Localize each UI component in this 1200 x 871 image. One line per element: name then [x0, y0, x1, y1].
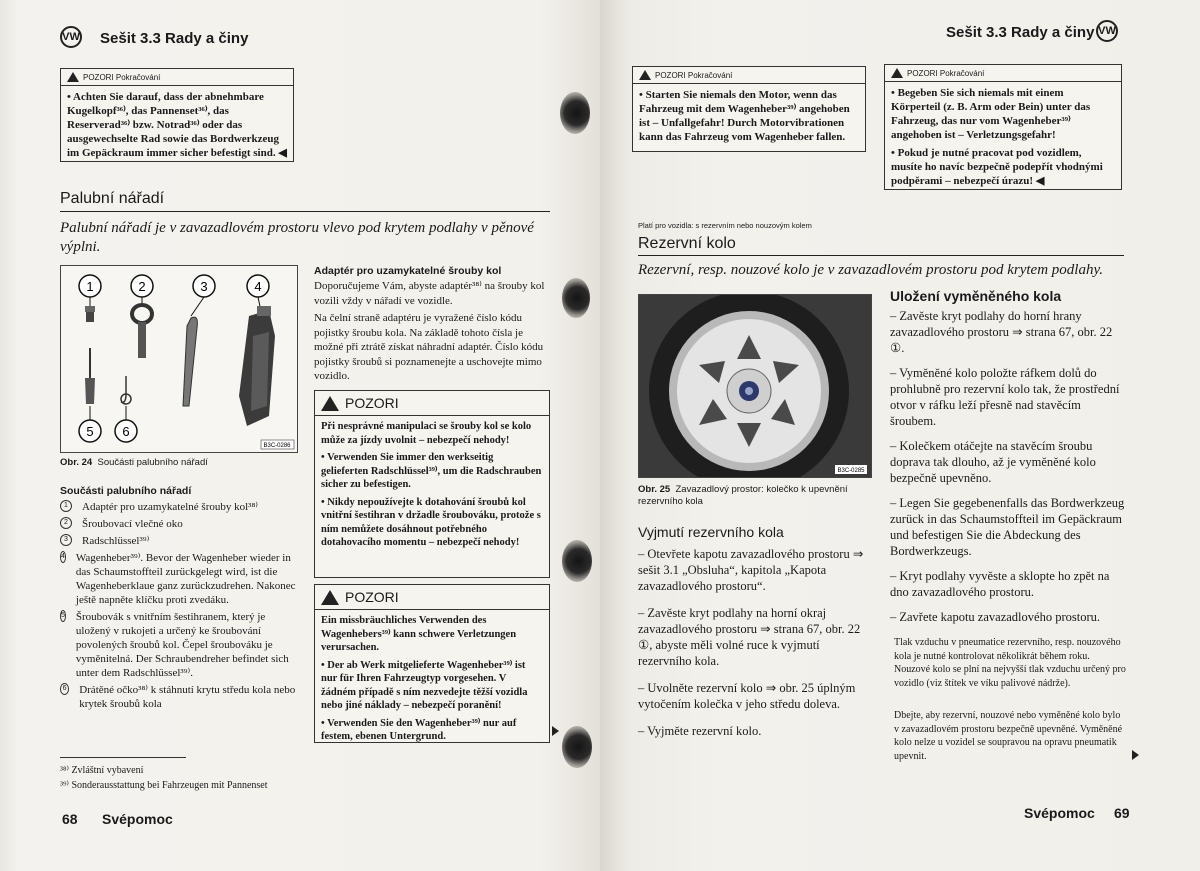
adapter-p1: Doporučujeme Vám, abyste adaptér³⁸⁾ na šrouby kol vozili vždy v nářadí ve vozidle.	[314, 280, 545, 307]
warning-paragraph: • Der ab Werk mitgelieferte Wagenheber³⁹⁾ ist nur für Ihren Fahrzeugtyp vorgesehen. V žádném případě s ním nezvedejte těžší vozidla nebo jiné náklady – nebezpečí poranění!	[321, 659, 528, 711]
figure-caption	[638, 484, 870, 508]
vw-logo-icon: VW	[1096, 20, 1118, 42]
warning-paragraph: Při nesprávné manipulaci se šrouby kol se kolo může za jízdy uvolnit – nebezpečí nehody!	[321, 421, 532, 446]
warning-text: • Starten Sie niemals den Motor, wenn das Fahrzeug mit dem Wagenheber³⁹⁾ angehoben ist – Unfallgefahr! Durch Motorvibrationen kann das Fahrzeug vom Wagenheber fallen.	[639, 89, 850, 143]
continue-arrow-icon	[1132, 750, 1139, 760]
warning-body	[315, 416, 549, 558]
figure-caption-label: Obr. 24	[60, 457, 93, 468]
adapter-title: Adaptér pro uzamykatelné šrouby kol	[314, 265, 502, 277]
list-item: – Vyjměte rezervní kolo.	[638, 724, 762, 738]
binding-hole	[560, 92, 590, 134]
footnote-2: ³⁹⁾ Sonderausstattung bei Fahrzeugen mit Pannenset	[60, 780, 268, 791]
warning-title: POZORI	[345, 395, 399, 411]
list-item: – Kolečkem otáčejte na stavěcím šroubu doprava tak dlouho, až je vyměněné kolo bezpečně upevněno.	[890, 439, 1096, 485]
list-item: 2 Šroubovací vlečné oko	[60, 517, 296, 531]
section-title: Rezervní kolo	[638, 235, 736, 252]
binding-hole	[562, 278, 590, 318]
warning-triangle-icon	[891, 68, 903, 78]
figure-caption	[60, 457, 296, 469]
page-number: 69	[1114, 805, 1130, 821]
list-item: 1 Adaptér pro uzamykatelné šrouby kol³⁸⁾	[60, 500, 296, 514]
list-item: 6 Drátěné očko³⁸⁾ k stáhnutí krytu středu kola nebo krytek šroubů kola	[60, 683, 296, 711]
fig-label-5: 5	[86, 424, 94, 439]
warning-box-a	[632, 66, 866, 152]
list-item: – Vyměněné kolo položte ráfkem dolů do prohlubně pro rezervní kolo tak, že prostřední otvor v ráfku leží přesně nad stavěcím šroubem.	[890, 366, 1120, 428]
fig-label-2: 2	[138, 279, 146, 294]
note-2: Dbejte, aby rezervní, nouzové nebo vyměněné kolo bylo v zavazadlovém prostoru bezpečně upevněné. Vyměněné kolo nelze u vozidel se soupravou na opravu pneumatik upevnit.	[894, 710, 1123, 762]
warning-bar	[885, 65, 1121, 82]
top-warning-box	[60, 68, 294, 162]
figure-caption-text: Součásti palubního nářadí	[97, 457, 208, 468]
parts-list	[60, 500, 296, 714]
warning-triangle-icon	[321, 590, 339, 605]
warning-paragraph: • Verwenden Sie immer den werkseitig gelieferten Radschlüssel³⁹⁾, um die Radschrauben sicher zu befestigen.	[321, 452, 542, 490]
warning-paragraph: • Pokud je nutné pracovat pod vozidlem, musíte ho navíc bezpečně podepřít vhodnými podpěrami – nebezpečí úrazu! ◀	[891, 147, 1103, 187]
warning-header	[315, 585, 549, 610]
warning-title: POZORI	[345, 589, 399, 605]
binding-hole	[562, 726, 592, 768]
tools-figure	[60, 265, 298, 453]
remove-steps	[638, 546, 874, 750]
list-item: 4 Wagenheber³⁹⁾. Bevor der Wagenheber wieder in das Schaumstoffteil zurückgelegt wird, ist die Wagenheberklaue ganz zurückzudrehen. Nakonec ještě napněte klíčku proti zvedáku.	[61, 552, 296, 606]
fig-label-6: 6	[122, 424, 130, 439]
warning-bar-label: POZORI Pokračování	[655, 70, 733, 80]
parts-title: Součásti palubního nářadí	[60, 485, 192, 497]
warning-paragraph: • Nikdy nepoužívejte k dotahování šroubů kol vnitřní šestihran v držadle šroubováku, protože s ním nemůžete dosáhnout potřebného dotahovacího momentu – nebezpečí nehody!	[321, 496, 541, 548]
remove-title: Vyjmutí rezervního kola	[638, 524, 784, 540]
warning-bar-label: POZORI Pokračování	[907, 68, 985, 78]
tools-illustration	[61, 266, 297, 452]
warning-bar	[61, 69, 293, 86]
list-item: – Otevřete kapotu zavazadlového prostoru ⇒ sešit 3.1 „Obsluha“, kapitola „Kapota zavazadlového prostoru“.	[638, 547, 864, 593]
spare-wheel-figure	[638, 294, 872, 478]
figure-code: B3C-0286	[263, 443, 291, 449]
warning-body	[315, 610, 549, 752]
note-1: Tlak vzduchu v pneumatice rezervního, resp. nouzového kola je nutné kontrolovat několikrát během roku. Nouzové kolo se plní na nejvyšší tlak vzduchu určený pro vozidlo (viz štítek ve víku palivové nádrže).	[894, 637, 1126, 689]
section-rule	[60, 211, 550, 212]
fig-label-4: 4	[254, 279, 262, 294]
section-title: Palubní nářadí	[60, 190, 165, 207]
warning-text: • Achten Sie darauf, dass der abnehmbare Kugelkopf³⁶⁾, das Pannenset³⁶⁾, das Reserverad³⁶⁾ bzw. Notrad³⁶⁾ oder das ausgewechselte Rad sowie das Bordwerkzeug im Gepäckraum immer sicher befestigt sind. ◀	[67, 91, 287, 159]
footer-label: Svépomoc	[1024, 805, 1095, 821]
warning-triangle-icon	[639, 70, 651, 80]
warning-bar-label: POZORI Pokračování	[83, 72, 161, 82]
section-rule	[638, 255, 1124, 256]
list-item: – Zavěste kryt podlahy na horní okraj zavazadlového prostoru ⇒ strana 67, obr. 22 ①, abyste měli volné ruce k vyjmutí rezervního kola.	[638, 606, 861, 668]
figure-caption-label: Obr. 25	[638, 484, 671, 495]
page-number: 68	[62, 811, 78, 827]
warning-paragraph: Ein missbräuchliches Verwenden des Wagenhebers³⁹⁾ kann schwere Verletzungen verursachen.	[321, 615, 517, 653]
right-page	[600, 0, 1200, 871]
applies-note: Platí pro vozidla: s rezervním nebo nouzovým kolem	[638, 221, 812, 230]
figure-caption-text: Zavazadlový prostor: kolečko k upevnění rezervního kola	[638, 484, 848, 507]
store-steps	[890, 308, 1126, 634]
list-item: 3 Radschlüssel³⁹⁾	[60, 534, 296, 548]
warning-body	[885, 82, 1121, 196]
warning-paragraph: • Begeben Sie sich niemals mit einem Körperteil (z. B. Arm oder Bein) unter das Fahrzeug, das nur vom Wagenheber³⁹⁾ angehoben ist – Verletzungsgefahr!	[891, 87, 1091, 141]
adapter-p2: Na čelní straně adaptéru je vyražené číslo kódu pojistky šroubu kola. Na základě tohoto čísla je možné při ztrátě získat náhradní adaptér. Číslo kódu pojistky šroubů si poznamenejte a uschovejte mimo vozidlo.	[314, 312, 544, 382]
warning-box-2	[314, 584, 550, 743]
fig-label-3: 3	[200, 279, 208, 294]
warning-triangle-icon	[67, 72, 79, 82]
store-title: Uložení vyměněného kola	[890, 288, 1062, 304]
list-item: – Zavřete kapotu zavazadlového prostoru.	[890, 610, 1100, 624]
warning-box-b	[884, 64, 1122, 190]
warning-bar	[633, 67, 865, 84]
footer-label: Svépomoc	[102, 811, 173, 827]
vw-logo-icon: VW	[60, 26, 82, 48]
warning-paragraph: • Verwenden Sie den Wagenheber³⁹⁾ nur auf festem, ebenen Untergrund.	[321, 717, 517, 742]
warning-box-1	[314, 390, 550, 578]
list-item: – Zavěste kryt podlahy do horní hrany zavazadlového prostoru ⇒ strana 67, obr. 22 ①.	[890, 309, 1113, 355]
footnote-rule	[60, 757, 186, 758]
page-header-title: Sešit 3.3 Rady a činy	[100, 30, 249, 47]
warning-triangle-icon	[321, 396, 339, 411]
figure-code: B3C-0285	[837, 468, 865, 474]
binding-hole	[562, 540, 592, 582]
section-intro: Palubní nářadí je v zavazadlovém prostoru vlevo pod krytem podlahy v pěnové výplni.	[60, 220, 534, 255]
fig-label-1: 1	[86, 279, 94, 294]
continue-arrow-icon	[552, 726, 559, 736]
warning-header	[315, 391, 549, 416]
list-item: – Uvolněte rezervní kolo ⇒ obr. 25 úplným vytočením kolečka v jeho středu doleva.	[638, 681, 856, 711]
list-item: – Kryt podlahy vyvěste a sklopte ho zpět na dno zavazadlového prostoru.	[890, 569, 1110, 599]
footnote-1: ³⁸⁾ Zvláštní vybavení	[60, 765, 144, 776]
list-item: – Legen Sie gegebenenfalls das Bordwerkzeug zurück in das Schaumstoffteil im Gepäckraum und befestigen Sie die Abdeckung des Bordwerkzeugs.	[890, 496, 1125, 558]
list-item: 5 Šroubovák s vnitřním šestihranem, který je uložený v rukojeti a určený ke šroubování povolených šroubů kol. Čepel šroubováku je vyměnitelná. Der Schraubendreher befindet sich unter dem Radschlüssel³⁹⁾.	[61, 611, 289, 679]
section-intro: Rezervní, resp. nouzové kolo je v zavazadlovém prostoru pod krytem podlahy.	[638, 262, 1104, 278]
spare-wheel-illustration	[639, 295, 871, 477]
page-header-title: Sešit 3.3 Rady a činy	[946, 24, 1095, 41]
